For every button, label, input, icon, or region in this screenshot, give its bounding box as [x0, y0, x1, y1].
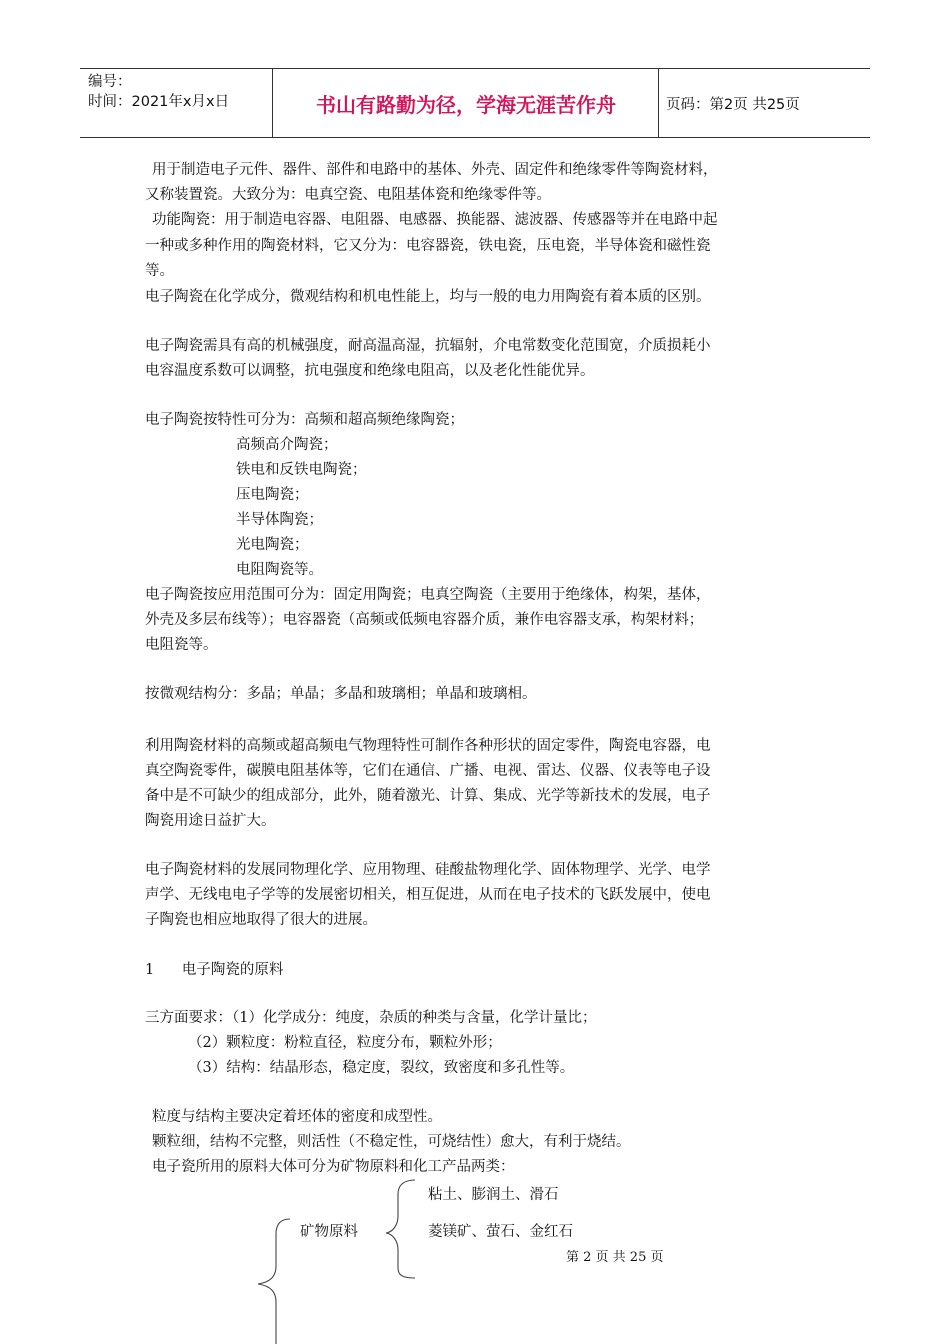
header-divider	[272, 69, 273, 137]
paragraph-line: 声学、无线电电子学等的发展密切相关，相互促进，从而在电子技术的飞跃发展中，使电	[145, 887, 711, 903]
classification-braces	[240, 1176, 440, 1344]
header-page-info: 页码：第2页 共25页	[666, 96, 800, 113]
paragraph-line: 电子陶瓷按应用范围可分为：固定用陶瓷；电真空陶瓷（主要用于绝缘体，构架，基体，	[145, 587, 711, 603]
list-item: 铁电和反铁电陶瓷；	[236, 462, 367, 478]
paragraph-line: 又称装置瓷。大致分为：电真空瓷、电阻基体瓷和绝缘零件等。	[145, 187, 551, 203]
list-item: 压电陶瓷；	[236, 487, 309, 503]
doc-number-label: 编号：	[88, 74, 132, 90]
list-item: （2）颗粒度：粉粒直径，粒度分布，颗粒外形；	[188, 1035, 502, 1051]
diagram-item: 菱镁矿、萤石、金红石	[428, 1224, 573, 1240]
paragraph-line: 外壳及多层布线等）；电容器瓷（高频或低频电容器介质，兼作电容器支承，构架材料；	[145, 612, 704, 628]
header-meta	[88, 72, 229, 112]
paragraph-line: 电子陶瓷需具有高的机械强度，耐高温高湿，抗辐射，介电常数变化范围宽，介质损耗小	[145, 338, 711, 354]
paragraph-line: 电阻瓷等。	[145, 637, 218, 653]
paragraph-line: 电子瓷所用的原料大体可分为矿物原料和化工产品两类：	[152, 1159, 515, 1175]
list-item: 光电陶瓷；	[236, 537, 309, 553]
paragraph-line: 真空陶瓷零件，碳膜电阻基体等，它们在通信、广播、电视、雷达、仪器、仪表等电子设	[145, 763, 711, 779]
large-brace	[258, 1219, 290, 1344]
paragraph-line: 备中是不可缺少的组成部分，此外，随着激光、计算、集成、光学等新技术的发展，电子	[145, 788, 711, 804]
paragraph-line: 一种或多种作用的陶瓷材料，它又分为：电容器瓷，铁电瓷，压电瓷，半导体瓷和磁性瓷	[145, 238, 711, 254]
paragraph-line: 子陶瓷也相应地取得了很大的进展。	[145, 912, 377, 928]
paragraph-line: 功能陶瓷：用于制造电容器、电阻器、电感器、换能器、滤波器、传感器等并在电路中起	[152, 212, 718, 228]
paragraph-line: 按微观结构分：多晶；单晶；多晶和玻璃相；单晶和玻璃相。	[145, 686, 537, 702]
paragraph-line: 电子陶瓷按特性可分为：高频和超高频绝缘陶瓷；	[145, 412, 464, 428]
diagram-category: 矿物原料	[300, 1224, 358, 1240]
small-brace	[386, 1180, 415, 1278]
header-motto: 书山有路勤为径，学海无涯苦作舟	[316, 92, 616, 117]
diagram-item: 粘土、膨润土、滑石	[428, 1187, 559, 1203]
paragraph-line: 等。	[145, 263, 174, 279]
list-item: 电阻陶瓷等。	[236, 562, 323, 578]
paragraph-line: 三方面要求：（1）化学成分：纯度，杂质的种类与含量，化学计量比；	[145, 1010, 597, 1026]
paragraph-line: 电子陶瓷材料的发展同物理化学、应用物理、硅酸盐物理化学、固体物理学、光学、电学	[145, 862, 711, 878]
list-item: 高频高介陶瓷；	[236, 437, 338, 453]
paragraph-line: 电容温度系数可以调整，抗电强度和绝缘电阻高，以及老化性能优异。	[145, 363, 595, 379]
paragraph-line: 陶瓷用途日益扩大。	[145, 813, 276, 829]
list-item: （3）结构：结晶形态，稳定度，裂纹，致密度和多孔性等。	[188, 1060, 575, 1076]
paragraph-line: 利用陶瓷材料的高频或超高频电气物理特性可制作各种形状的固定零件，陶瓷电容器，电	[145, 738, 711, 754]
paragraph-line: 颗粒细，结构不完整，则活性（不稳定性，可烧结性）愈大，有利于烧结。	[152, 1134, 631, 1150]
paragraph-line: 用于制造电子元件、器件、部件和电路中的基体、外壳、固定件和绝缘零件等陶瓷材料，	[152, 162, 718, 178]
header-divider	[658, 69, 659, 137]
list-item: 半导体陶瓷；	[236, 512, 323, 528]
paragraph-line: 电子陶瓷在化学成分，微观结构和机电性能上，均与一般的电力用陶瓷有着本质的区别。	[145, 289, 711, 305]
page-header	[80, 68, 870, 138]
section-heading: 1 电子陶瓷的原料	[145, 962, 284, 978]
page-footer: 第 2 页 共 25 页	[566, 1250, 664, 1265]
paragraph-line: 粒度与结构主要决定着坯体的密度和成型性。	[152, 1109, 442, 1125]
doc-time-label: 时间：2021年x月x日	[88, 94, 230, 110]
